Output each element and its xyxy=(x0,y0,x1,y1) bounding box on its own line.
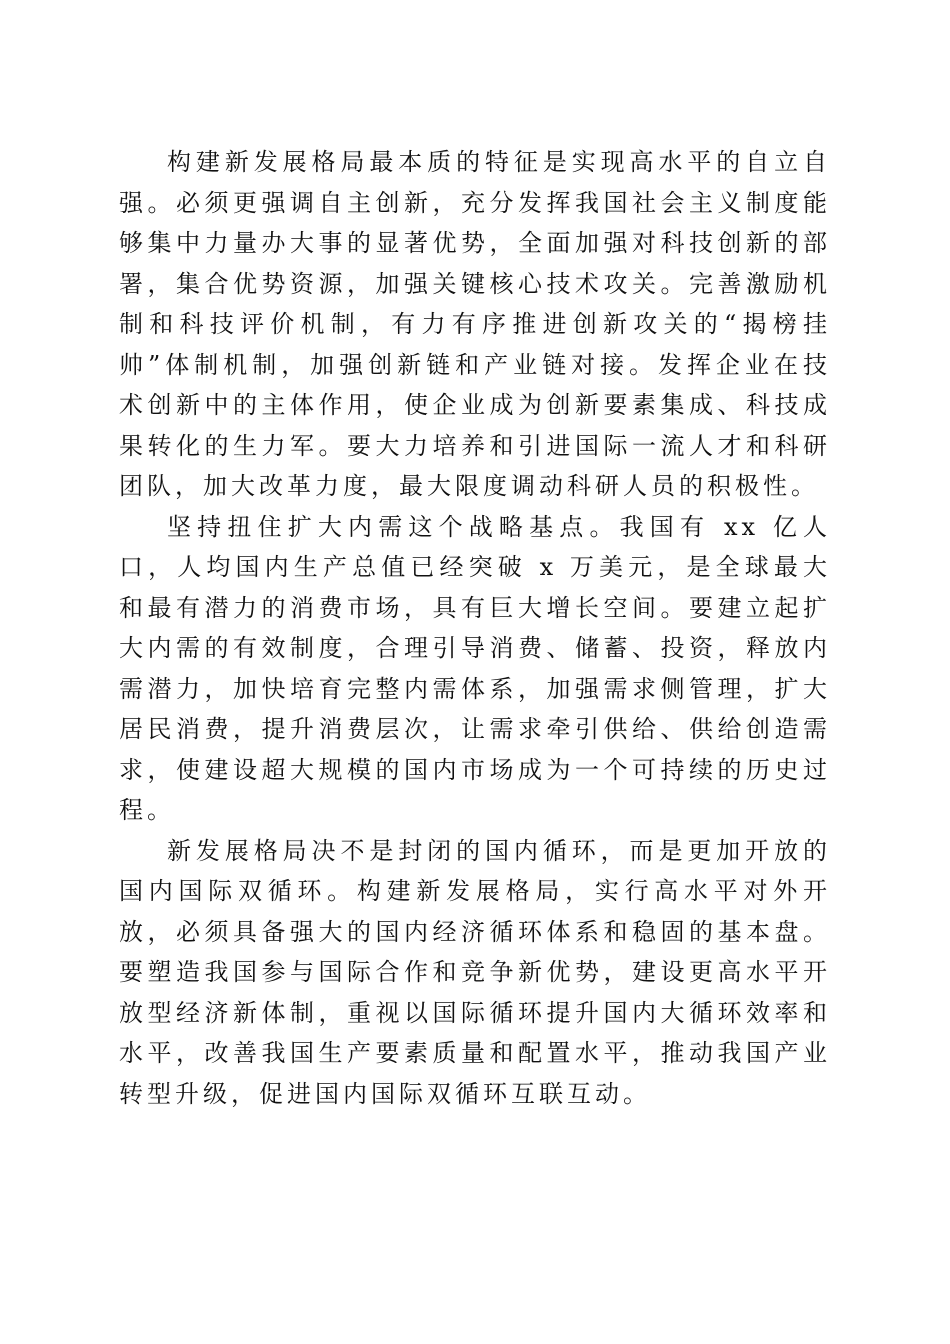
paragraph-self-reliance: 构建新发展格局最本质的特征是实现高水平的自立自强。必须更强调自主创新，充分发挥我国社会主义制度能够集中力量办大事的显著优势，全面加强对科技创新的部署，集合优势资源，加强关键核心技术攻关。完善激励机制和科技评价机制，有力有序推进创新攻关的“揭榜挂帅”体制机制，加强创新链和产业链对接。发挥企业在技术创新中的主体作用，使企业成为创新要素集成、科技成果转化的生力军。要大力培养和引进国际一流人才和科研团队，加大改革力度，最大限度调动科研人员的积极性。 xyxy=(119,148,831,500)
paragraph-dual-circulation: 新发展格局决不是封闭的国内循环，而是更加开放的国内国际双循环。构建新发展格局，实行高水平对外开放，必须具备强大的国内经济循环体系和稳固的基本盘。要塑造我国参与国际合作和竞争新优势，建设更高水平开放型经济新体制，重视以国际循环提升国内大循环效率和水平，改善我国生产要素质量和配置水平，推动我国产业转型升级，促进国内国际双循环互联互动。 xyxy=(119,836,831,1108)
document-body xyxy=(119,142,831,1114)
paragraph-domestic-demand: 坚持扭住扩大内需这个战略基点。我国有 xx 亿人口，人均国内生产总值已经突破 x 万美元，是全球最大和最有潜力的消费市场，具有巨大增长空间。要建立起扩大内需的有效制度，合理引导消费、储蓄、投资，释放内需潜力，加快培育完整内需体系，加强需求侧管理，扩大居民消费，提升消费层次，让需求牵引供给、供给创造需求，使建设超大规模的国内市场成为一个可持续的历史过程。 xyxy=(119,512,831,824)
